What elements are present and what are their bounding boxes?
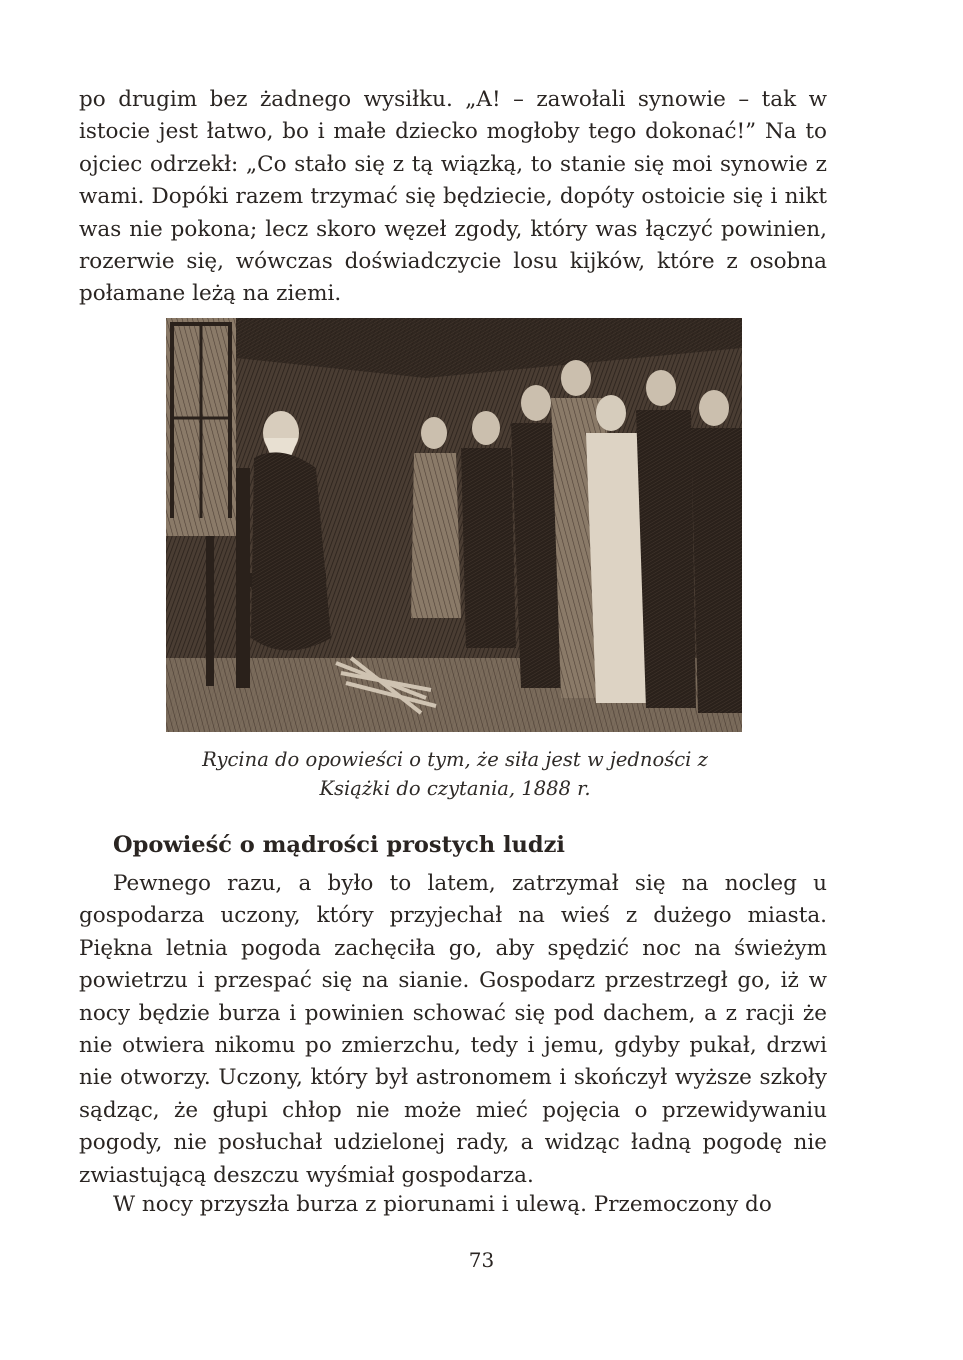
page-number: 73 xyxy=(468,1248,495,1272)
engraving-image xyxy=(166,318,742,732)
figure-caption xyxy=(120,745,790,803)
engraving-illustration xyxy=(166,318,742,732)
section-heading: Opowieść o mądrości prostych ludzi xyxy=(113,832,565,858)
section-paragraph-2: W nocy przyszła burza z piorunami i ulewą. Przemoczony do xyxy=(113,1192,772,1217)
top-paragraph: po drugim bez żadnego wysiłku. „A! – zawołali synowie – tak w istocie jest łatwo, bo i małe dziecko mogłoby tego dokonać!” Na to ojciec odrzekł: „Co stało się z tą wiązką, to stanie się moi synowie z wami. Dopóki razem trzymać się będziecie, dopóty ostoicie się i nikt was nie pokona; lecz skoro węzeł zgody, który was łączyć powinien, rozerwie się, wówczas doświadczycie losu kijków, które z osobna połamane leżą na ziemi. xyxy=(79,87,827,307)
section-paragraph-1: Pewnego razu, a było to latem, zatrzymał się na nocleg u gospodarza uczony, który przyjechał na wieś z dużego miasta. Piękna letnia pogoda zachęciła go, aby spędzić noc na świeżym powietrzu i przespać się na sianie. Gospodarz przestrzegł go, iż w nocy będzie burza i powinien schować się pod dachem, a z racji że nie otwiera nikomu po zmierzchu, tedy i jemu, gdyby pukał, drzwi nie otworzy. Uczony, który był astronomem i skończył wyższe szkoły sądząc, że głupi chłop nie może mieć pojęcia o przewidywaniu pogody, nie posłuchał udzielonej rady, a widząc ładną pogodę nie zwiastującą deszczu wyśmiał gospodarza. xyxy=(79,871,827,1188)
caption-line-1: Rycina do opowieści o tym, że siła jest w jedności z xyxy=(202,748,708,771)
caption-line-2: Książki do czytania, 1888 r. xyxy=(319,777,591,800)
